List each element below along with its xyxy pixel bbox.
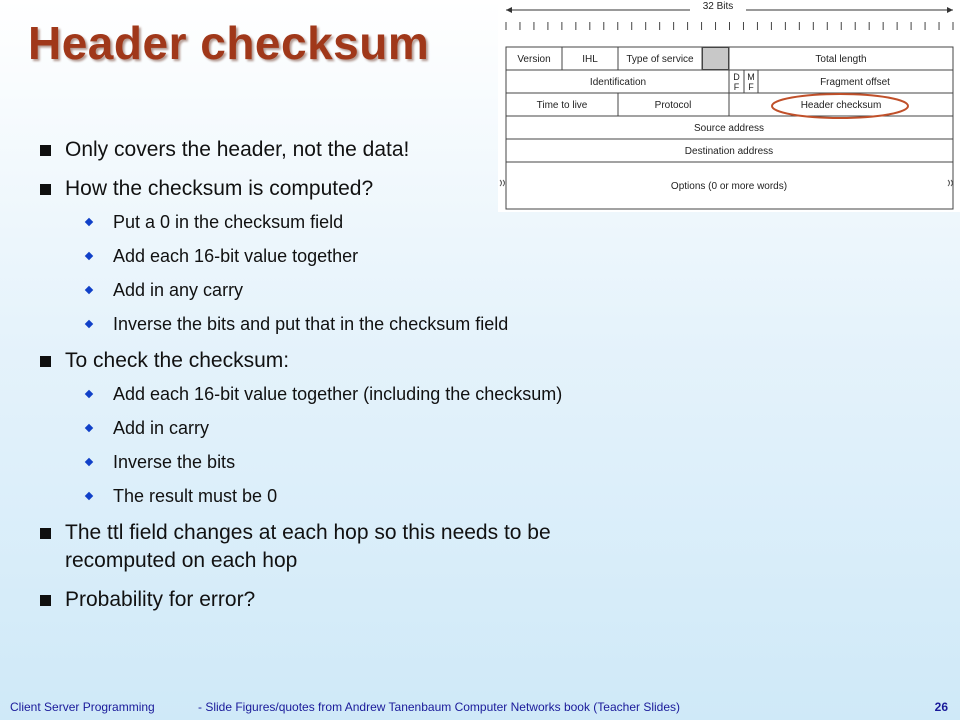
- bullet-text: Only covers the header, not the data!: [65, 138, 410, 161]
- sub-bullet-item: [40, 484, 640, 508]
- diamond-bullet-icon: [85, 252, 93, 260]
- field-df-bottom: F: [733, 82, 740, 92]
- bullet-item: [40, 175, 640, 203]
- field-version: Version: [517, 54, 551, 65]
- bullet-text: Add each 16-bit value together (including the checksum): [113, 384, 563, 404]
- bullet-item: [40, 586, 640, 614]
- diamond-bullet-icon: [85, 458, 93, 466]
- sub-bullet-item: [40, 312, 640, 336]
- bits-arrowhead-left: [506, 7, 512, 13]
- diamond-bullet-icon: [85, 390, 93, 398]
- field-destination-address: Destination address: [684, 146, 774, 157]
- page-number: 26: [934, 700, 948, 714]
- field-mf-top: M: [747, 72, 755, 82]
- field-source-address: Source address: [693, 123, 765, 134]
- field-time-to-live: Time to live: [536, 100, 588, 111]
- bullet-item: [40, 136, 640, 164]
- bullet-text: Inverse the bits and put that in the checksum field: [113, 314, 509, 334]
- diamond-bullet-icon: [85, 286, 93, 294]
- bullet-text: Add each 16-bit value together: [113, 246, 359, 266]
- footer-course: Client Server Programming: [10, 700, 155, 714]
- field-ihl: IHL: [582, 54, 598, 65]
- sub-bullet-item: [40, 278, 640, 302]
- sub-bullet-item: [40, 210, 640, 234]
- slide-footer: [0, 698, 960, 714]
- field-fragment-offset: Fragment offset: [820, 77, 890, 88]
- square-bullet-icon: [40, 356, 51, 367]
- sub-bullet-item: [40, 416, 640, 440]
- bit-ruler-ticks: [506, 22, 953, 30]
- field-type-of-service: Type of service: [626, 54, 694, 65]
- options-break-right: [948, 180, 953, 186]
- bullet-item: [40, 347, 640, 375]
- field-options: Options (0 or more words): [670, 181, 788, 192]
- field-header-checksum: Header checksum: [800, 100, 882, 111]
- field-total-length: Total length: [815, 54, 867, 65]
- bullet-text: The ttl field changes at each hop so this needs to be recomputed on each hop: [65, 521, 551, 572]
- bullet-text: How the checksum is computed?: [65, 177, 374, 200]
- bits-arrowhead-right: [947, 7, 953, 13]
- diamond-bullet-icon: [85, 218, 93, 226]
- square-bullet-icon: [40, 184, 51, 195]
- sub-bullet-item: [40, 244, 640, 268]
- footer-credit: - Slide Figures/quotes from Andrew Tanenbaum Computer Networks book (Teacher Slides): [198, 700, 681, 714]
- slide-title: Header checksum: [28, 17, 430, 69]
- unused-bit-cell: [703, 48, 729, 70]
- square-bullet-icon: [40, 528, 51, 539]
- bits-label: 32 Bits: [702, 1, 734, 12]
- sub-bullet-item: [40, 382, 640, 406]
- bullet-text: Put a 0 in the checksum field: [113, 212, 344, 232]
- diamond-bullet-icon: [85, 492, 93, 500]
- field-identification: Identification: [589, 77, 647, 88]
- bullet-text: To check the checksum:: [65, 349, 290, 372]
- diamond-bullet-icon: [85, 320, 93, 328]
- square-bullet-icon: [40, 595, 51, 606]
- field-df-top: D: [733, 72, 740, 82]
- square-bullet-icon: [40, 145, 51, 156]
- field-protocol: Protocol: [654, 100, 692, 111]
- field-mf-bottom: F: [748, 82, 754, 92]
- sub-bullet-item: [40, 450, 640, 474]
- bullet-text: The result must be 0: [113, 486, 278, 506]
- bullet-text: Inverse the bits: [113, 452, 236, 472]
- bullet-text: Add in carry: [113, 418, 210, 438]
- bullet-text: Add in any carry: [113, 280, 244, 300]
- diamond-bullet-icon: [85, 424, 93, 432]
- bullet-list: [40, 136, 640, 614]
- bullet-text: Probability for error?: [65, 588, 256, 611]
- bullet-item: [40, 519, 640, 575]
